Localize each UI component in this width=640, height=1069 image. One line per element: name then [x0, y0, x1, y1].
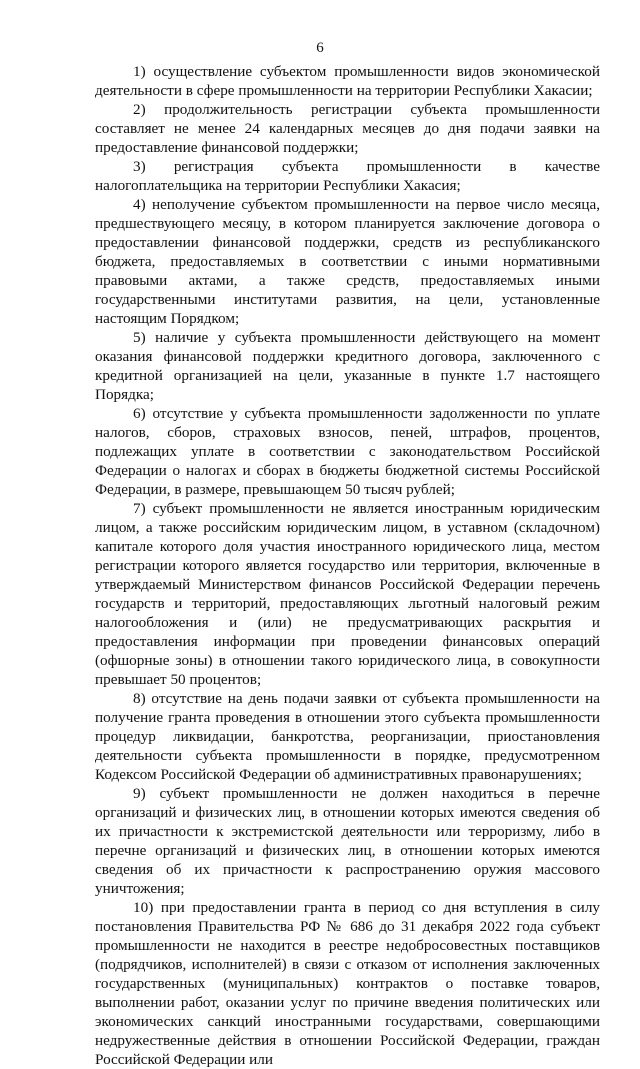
- paragraph-1: 1) осуществление субъектом промышленности видов экономической деятельности в сфере промышленности на территории Республики Хакасии;: [95, 63, 600, 99]
- paragraph-2: 2) продолжительность регистрации субъекта промышленности составляет не менее 24 календарных месяцев до дня подачи заявки на предоставление финансовой поддержки;: [95, 101, 600, 156]
- page-number: 6: [316, 40, 324, 56]
- paragraph-8: 8) отсутствие на день подачи заявки от субъекта промышленности на получение гранта проведения в отношении этого субъекта промышленности процедур ликвидации, банкротства, реорганизации, приостановления деятельности субъекта промышленности в порядке, предусмотренном Кодексом Российской Федерации об административных правонарушениях;: [95, 690, 600, 783]
- paragraph-4: 4) неполучение субъектом промышленности на первое число месяца, предшествующего месяцу, в котором планируется заключение договора о предоставлении финансовой поддержки, средств из республиканского бюджета, предоставляемых в соответствии с иными нормативными правовыми актами, а также средств, предоставляемых иными государственными институтами развития, на цели, установленные настоящим Порядком;: [95, 196, 600, 327]
- paragraph-6: 6) отсутствие у субъекта промышленности задолженности по уплате налогов, сборов, страховых взносов, пеней, штрафов, процентов, подлежащих уплате в соответствии с законодательством Российской Федерации о налогах и сборах в бюджеты бюджетной системы Российской Федерации, в размере, превышающем 50 тысяч рублей;: [95, 405, 600, 498]
- paragraph-10: 10) при предоставлении гранта в период со дня вступления в силу постановления Правительства РФ № 686 до 31 декабря 2022 года субъект промышленности не находится в реестре недобросовестных поставщиков (подрядчиков, исполнителей) в связи с отказом от исполнения заключенных государственных (муниципальных) контрактов о поставке товаров, выполнении работ, оказании услуг по причине введения политических или экономических санкций иностранными государствами, совершающими недружественные действия в отношении Российской Федерации, граждан Российской Федерации или: [95, 899, 600, 1068]
- paragraph-3: 3) регистрация субъекта промышленности в качестве налогоплательщика на территории Республики Хакасия;: [95, 158, 600, 194]
- document-body: [95, 62, 600, 1069]
- paragraph-9: 9) субъект промышленности не должен находиться в перечне организаций и физических лиц, в отношении которых имеются сведения об их причастности к экстремистской деятельности или терроризму, либо в перечне организаций и физических лиц, в отношении которых имеются сведения об их причастности к распространению оружия массового уничтожения;: [95, 785, 600, 897]
- paragraph-7: 7) субъект промышленности не является иностранным юридическим лицом, а также российским юридическим лицом, в уставном (складочном) капитале которого доля участия иностранного юридического лица, местом регистрации которого является государство или территория, включенные в утверждаемый Министерством финансов Российской Федерации перечень государств и территорий, предоставляющих льготный налоговый режим налогообложения и (или) не предусматривающих раскрытия и предоставления информации при проведении финансовых операций (офшорные зоны) в отношении такого юридического лица, в совокупности превышает 50 процентов;: [95, 500, 600, 688]
- paragraph-5: 5) наличие у субъекта промышленности действующего на момент оказания финансовой поддержки кредитного договора, заключенного с кредитной организацией на цели, указанные в пункте 1.7 настоящего Порядка;: [95, 329, 600, 403]
